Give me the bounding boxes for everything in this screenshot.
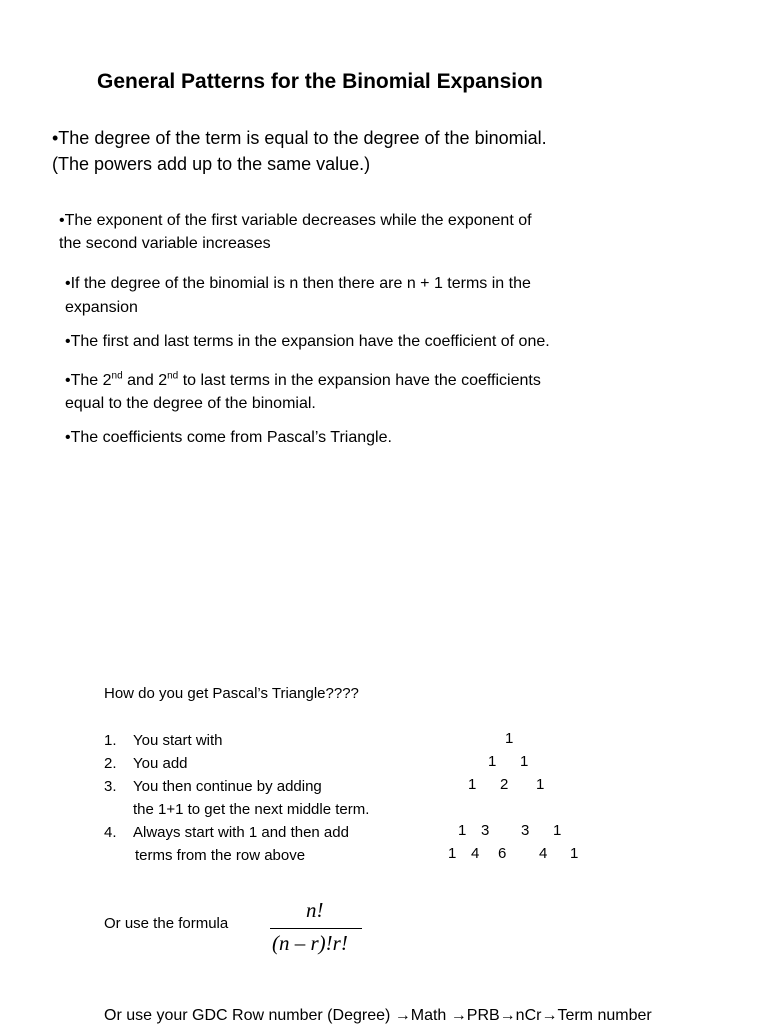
triangle-r3-c2: 3: [521, 822, 530, 839]
pascal-question: How do you get Pascal’s Triangle????: [104, 685, 359, 702]
bullet-exponent-line1: •The exponent of the first variable decreases while the exponent of: [59, 212, 532, 229]
formula-label: Or use the formula: [104, 915, 229, 932]
triangle-r4-c2: 6: [498, 845, 507, 862]
bullet-second-terms-line2: equal to the degree of the binomial.: [65, 395, 316, 412]
triangle-r0-c0: 1: [505, 730, 514, 747]
triangle-r4-c1: 4: [471, 845, 480, 862]
superscript-nd-1: nd: [111, 370, 123, 382]
bullet-second-terms-line1: [65, 369, 541, 393]
gdc-instructions: Or use your GDC Row number (Degree) →Math →PRB→nCr→Term number: [104, 1007, 652, 1024]
bullet-second-pre: •The 2: [65, 372, 112, 389]
step-2-text: You add: [133, 755, 188, 772]
triangle-r4-c0: 1: [448, 845, 457, 862]
step-3-continuation: the 1+1 to get the next middle term.: [133, 801, 370, 818]
bullet-terms-line2: expansion: [65, 299, 138, 316]
step-4-text: Always start with 1 and then add: [133, 824, 349, 841]
bullet-pascal: •The coefficients come from Pascal’s Triangle.: [65, 429, 392, 446]
step-3-number: 3.: [104, 778, 117, 795]
step-4-number: 4.: [104, 824, 117, 841]
step-1-text: You start with: [133, 732, 223, 749]
triangle-r4-c3: 4: [539, 845, 548, 862]
formula-numerator: n!: [306, 898, 324, 922]
triangle-r3-c3: 1: [553, 822, 562, 839]
triangle-r2-c0: 1: [468, 776, 477, 793]
formula-denominator: (n – r)!r!: [272, 931, 348, 955]
step-4-continuation: terms from the row above: [135, 847, 306, 864]
superscript-nd-2: nd: [167, 370, 179, 382]
bullet-degree-line1: •The degree of the term is equal to the degree of the binomial.: [52, 128, 547, 148]
triangle-r3-c1: 3: [481, 822, 490, 839]
bullet-exponent-line2: the second variable increases: [59, 235, 271, 252]
bullet-terms-line1: •If the degree of the binomial is n then there are n + 1 terms in the: [65, 275, 531, 292]
bullet-first-last: •The first and last terms in the expansion have the coefficient of one.: [65, 333, 550, 350]
step-1-number: 1.: [104, 732, 117, 749]
triangle-r1-c0: 1: [488, 753, 497, 770]
bullet-second-post: to last terms in the expansion have the coefficients: [178, 372, 541, 389]
triangle-r2-c1: 2: [500, 776, 509, 793]
triangle-r3-c0: 1: [458, 822, 467, 839]
triangle-r4-c4: 1: [570, 845, 579, 862]
page-title: General Patterns for the Binomial Expansion: [97, 70, 543, 93]
triangle-r2-c2: 1: [536, 776, 545, 793]
fraction-bar: [270, 928, 362, 929]
bullet-second-mid: and 2: [122, 372, 168, 389]
step-2-number: 2.: [104, 755, 117, 772]
triangle-r1-c1: 1: [520, 753, 529, 770]
bullet-degree-line2: (The powers add up to the same value.): [52, 154, 371, 174]
step-3-text: You then continue by adding: [133, 778, 322, 795]
